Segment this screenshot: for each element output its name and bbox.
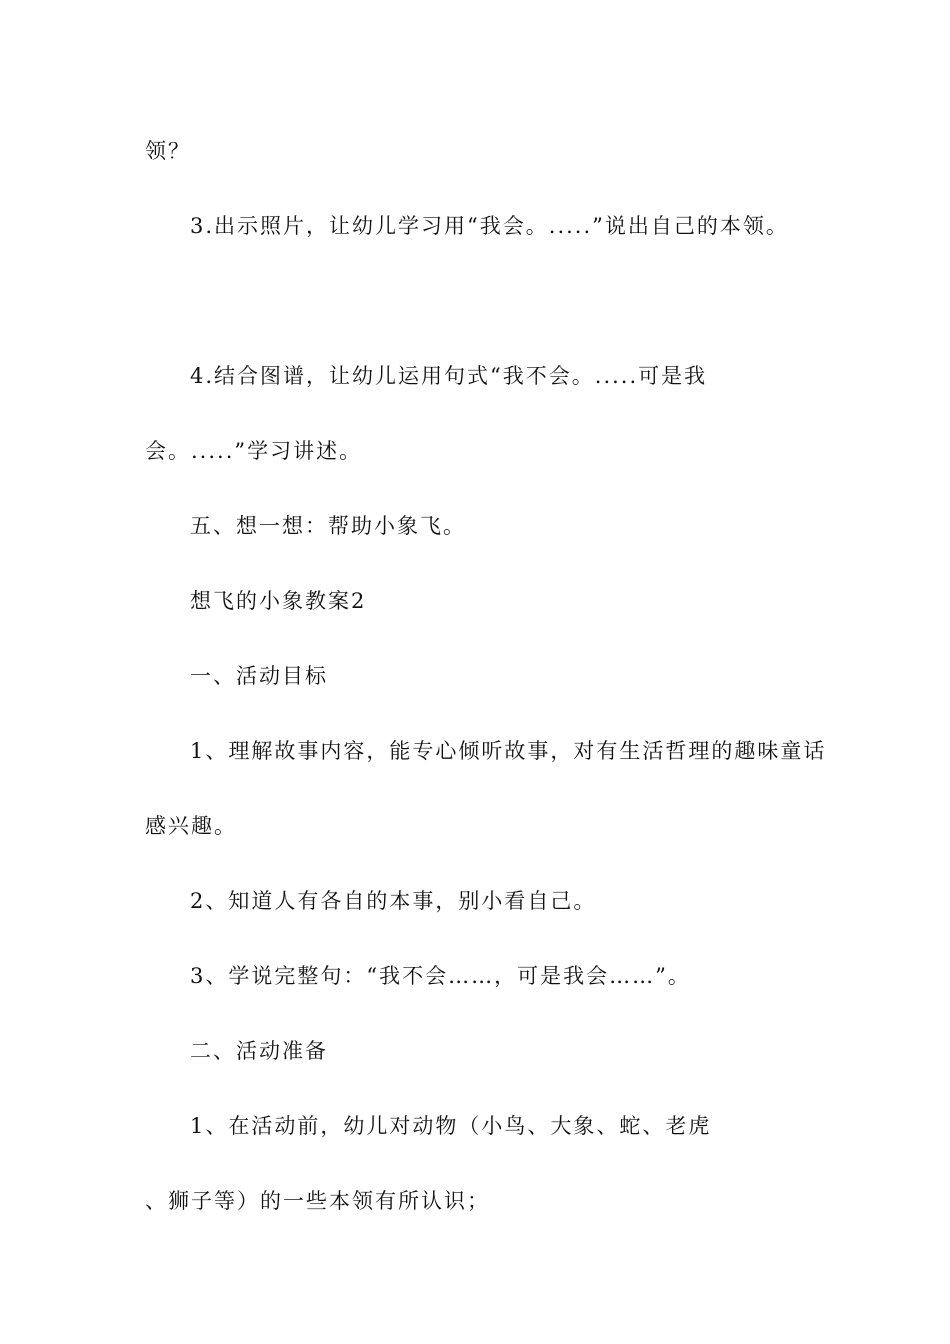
goal-item-3: 3、学说完整句：“我不会……，可是我会……”。 (190, 964, 691, 988)
text-line-step-4: 4.结合图谱，让幼儿运用句式“我不会。.....可是我 (190, 364, 708, 388)
prep-item-1-cont: 、狮子等）的一些本领有所认识； (145, 1189, 490, 1213)
text-line-continuation: 领？ (145, 139, 191, 163)
goal-item-2: 2、知道人有各自的本事，别小看自己。 (190, 889, 597, 913)
goal-item-1: 1、理解故事内容，能专心倾听故事，对有生活哲理的趣味童话 (190, 739, 827, 763)
goal-item-1-cont: 感兴趣。 (145, 814, 237, 838)
lesson-plan-title: 想飞的小象教案2 (190, 589, 367, 613)
prep-item-1: 1、在活动前，幼儿对动物（小鸟、大象、蛇、老虎 (190, 1114, 712, 1138)
section-heading-preparation: 二、活动准备 (190, 1039, 328, 1063)
text-line-step-4-cont: 会。.....”学习讲述。 (145, 439, 363, 463)
section-heading-goals: 一、活动目标 (190, 664, 328, 688)
section-heading-five: 五、想一想：帮助小象飞。 (190, 514, 466, 538)
text-line-step-3: 3.出示照片，让幼儿学习用“我会。.....”说出自己的本领。 (190, 214, 789, 238)
